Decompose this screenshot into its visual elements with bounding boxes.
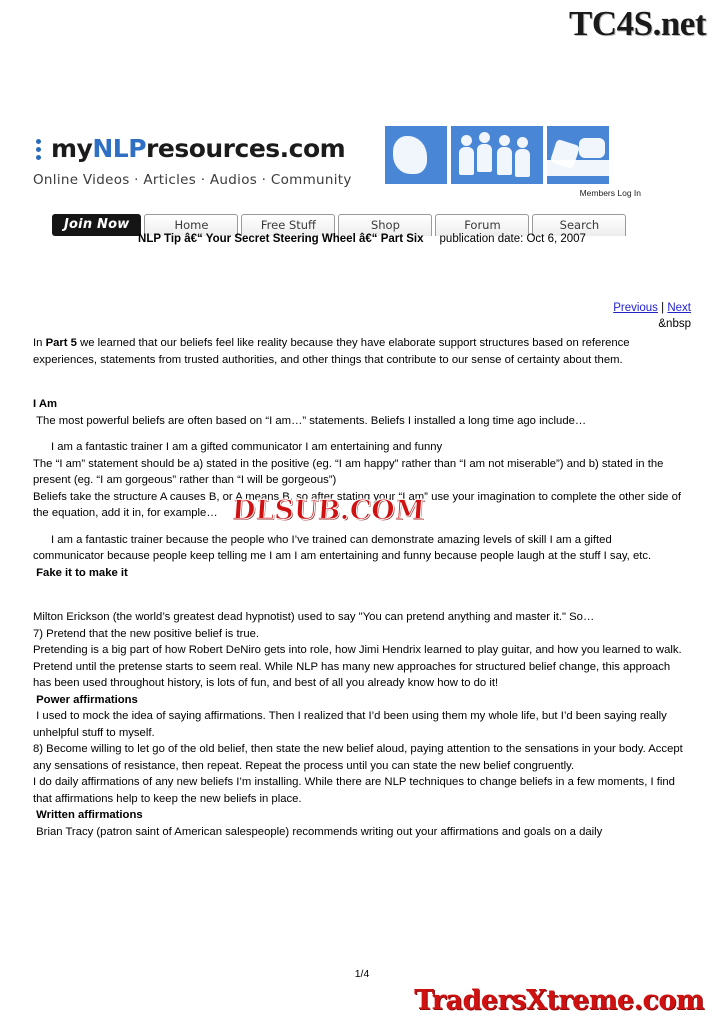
- intro-bold: Part 5: [45, 337, 77, 349]
- intro-prefix: In: [33, 337, 46, 349]
- logo-dots-icon: [33, 134, 47, 162]
- logo-text: [51, 134, 345, 163]
- paragraph-power-2: 8) Become willing to let go of the old belief, then state the new belief aloud, paying attention to the sensations in your body. Accept any sensations of resistance, then repeat. Repeat the process until you can state the new belief congruently.: [33, 743, 683, 772]
- logo-suffix: resources.com: [146, 133, 346, 163]
- tab-search[interactable]: Search: [532, 214, 626, 236]
- landscape-photo: [547, 126, 609, 184]
- map-photo: [385, 126, 447, 184]
- join-now-button[interactable]: Join Now: [52, 214, 141, 236]
- article-title-row: [0, 233, 724, 245]
- banner-photo-strip: [385, 126, 609, 184]
- page-number: 1/4: [354, 968, 370, 980]
- article-title: NLP Tip â€“ Your Secret Steering Wheel â€“ Part Six: [138, 233, 424, 245]
- paragraph-i-am-4: [33, 532, 683, 565]
- section-heading-i-am: I Am: [33, 398, 58, 410]
- previous-link[interactable]: Previous: [613, 302, 658, 314]
- publication-date: publication date: Oct 6, 2007: [439, 233, 586, 245]
- site-banner: [33, 128, 641, 206]
- tab-forum[interactable]: Forum: [435, 214, 529, 236]
- paragraph-fake-3: Pretending is a big part of how Robert DeNiro gets into role, how Jimi Hendrix learned to play guitar, and how you learned to walk. Pretend until the pretense starts to seem real. While NLP has many new approaches for structured belief change, this approach has been used throughout history, is lots of fun, and best of all you already know how to do it!: [33, 644, 682, 689]
- section-heading-power-affirmations: [33, 692, 683, 709]
- prev-next-separator: |: [661, 302, 665, 314]
- section-heading-fake-it: [33, 565, 683, 582]
- paragraph-i-am-4-text: I am a fantastic trainer because the people who I’ve trained can demonstrate amazing levels of skill I am a gifted communicator because people keep telling me I am I am entertaining and funny because people laugh at the stuff I say, etc.: [33, 533, 652, 562]
- tradersxtreme-watermark: TradersXtreme.com: [414, 985, 704, 1016]
- members-login-link[interactable]: Members Log In: [579, 188, 641, 198]
- paragraph-written-1-text: Brian Tracy (patron saint of American salespeople) recommends writing out your affirmations and goals on a daily: [36, 825, 603, 838]
- tab-shop[interactable]: Shop: [338, 214, 432, 236]
- paragraph-i-am-2: The “I am” statement should be a) stated in the positive (eg. “I am happy” rather than “I am not miserable”) and b) stated in the present (eg. “I am gorgeous” rather than “I will be gorgeous”): [33, 457, 664, 486]
- dlsub-watermark: DLSUB.COM: [230, 495, 426, 526]
- paragraph-i-am-list: [33, 439, 683, 456]
- paragraph-fake-2: 7) Pretend that the new positive belief is true.: [33, 627, 260, 640]
- paragraph-i-am-list-text: I am a fantastic trainer I am a gifted communicator I am entertaining and funny: [51, 441, 443, 453]
- section-heading-written-affirmations: [33, 807, 683, 824]
- nbsp-text: &nbsp: [658, 318, 691, 330]
- logo-highlight: NLP: [92, 133, 147, 163]
- paragraph-power-1-text: I used to mock the idea of saying affirmations. Then I realized that I’d been using them my whole life, but I’d been saying really unhelpful stuff to myself.: [33, 710, 667, 739]
- prev-next-nav: [613, 302, 691, 314]
- intro-paragraph: [33, 335, 683, 368]
- paragraph-power-1: [33, 708, 683, 741]
- article-body: [33, 335, 683, 840]
- tab-home[interactable]: Home: [144, 214, 238, 236]
- intro-rest: we learned that our beliefs feel like reality because they have elaborate support structures based on reference experiences, statements from trusted authorities, and other things that contribute to our sense of certainty about them.: [33, 337, 630, 366]
- section-heading-power-affirmations-text: Power affirmations: [36, 693, 138, 706]
- paragraph-i-am-3: Beliefs take the structure A causes B, or A means B, so after stating your “I am” use your imagination to complete the other side of the equation, add it in, for example…: [33, 490, 682, 519]
- section-heading-fake-it-text: Fake it to make it: [36, 566, 128, 579]
- paragraph-written-1: [33, 824, 683, 841]
- paragraph-fake-1: Milton Erickson (the world’s greatest dead hypnotist) used to say "You can pretend anything and master it." So…: [33, 611, 595, 623]
- tc4s-watermark: TC4S.net: [569, 4, 706, 43]
- next-link[interactable]: Next: [667, 302, 691, 314]
- section-heading-written-affirmations-text: Written affirmations: [36, 809, 143, 821]
- site-tagline: Online Videos · Articles · Audios · Community: [33, 172, 352, 188]
- tab-free-stuff[interactable]: Free Stuff: [241, 214, 335, 236]
- site-logo[interactable]: [33, 128, 383, 188]
- paragraph-i-am-1-text: The most powerful beliefs are often based on “I am…” statements. Beliefs I installed a long time ago include…: [36, 414, 587, 427]
- paragraph-i-am-1: [33, 413, 683, 430]
- paragraph-power-3: I do daily affirmations of any new beliefs I’m installing. While there are NLP techniques to change beliefs in a few moments, I find that affirmations help to keep the new beliefs in place.: [33, 776, 675, 805]
- group-of-people-photo: [451, 126, 543, 184]
- logo-prefix: my: [51, 133, 93, 163]
